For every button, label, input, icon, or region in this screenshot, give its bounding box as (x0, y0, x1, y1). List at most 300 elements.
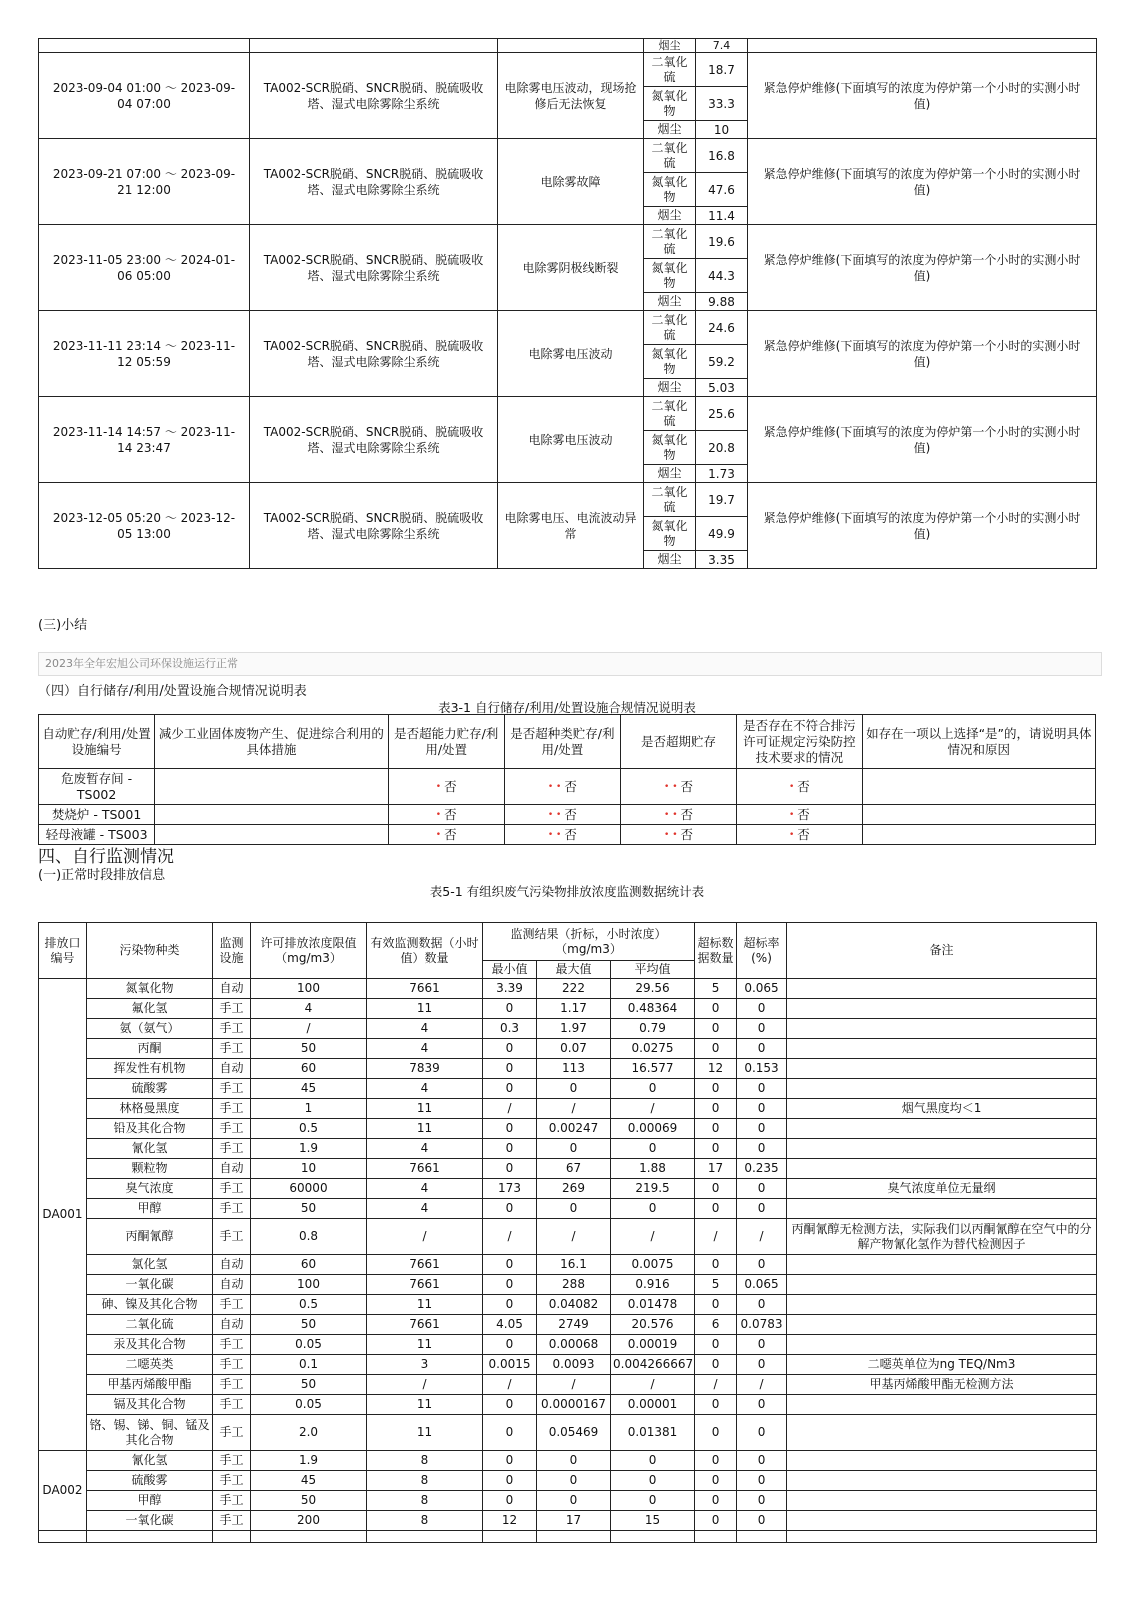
cell-7: 0 (695, 1395, 737, 1415)
cell-8: 0 (737, 1139, 787, 1159)
storage-choice[interactable]: 否 (680, 778, 694, 794)
cell-8: 0 (737, 1471, 787, 1491)
cell-3: 4 (367, 1079, 483, 1099)
cell-5: / (537, 1375, 611, 1395)
cell-1: 自动 (213, 1159, 251, 1179)
pollutant-label: 氮氧化物 (644, 259, 696, 293)
header-rate: 超标率(%) (737, 923, 787, 979)
cell-8: 0 (737, 1451, 787, 1471)
cell-8: 0.065 (737, 1275, 787, 1295)
cell-0: 一氧化碳 (87, 1511, 213, 1531)
pollutant-value: 3.35 (696, 551, 748, 569)
storage-choice[interactable]: 否 (564, 826, 577, 842)
cell-2: 4 (251, 999, 367, 1019)
cell-4: 0 (483, 999, 537, 1019)
header-pollutant: 污染物种类 (87, 923, 213, 979)
cell-1: 手工 (213, 1119, 251, 1139)
pollutant-value: 49.9 (696, 517, 748, 551)
cell-0: 铅及其化合物 (87, 1119, 213, 1139)
cell-7: 0 (695, 1099, 737, 1119)
storage-choice[interactable]: 否 (564, 806, 577, 822)
table-row (39, 1451, 1097, 1471)
required-marker: • (435, 781, 442, 792)
storage-check-cell (737, 769, 862, 805)
cell-8: 0.235 (737, 1159, 787, 1179)
cell-6: 0 (611, 1079, 695, 1099)
cell-3: 11 (367, 1395, 483, 1415)
pollutant-label: 氮氧化物 (644, 173, 696, 207)
cell-3: 8 (367, 1511, 483, 1531)
cell-2: 1.9 (251, 1451, 367, 1471)
cell-6: 0.01381 (611, 1415, 695, 1451)
cell-1: 手工 (213, 1179, 251, 1199)
cell-0: 甲醇 (87, 1491, 213, 1511)
cell-1: 手工 (213, 1511, 251, 1531)
incident-facility: TA002-SCR脱硝、SNCR脱硝、脱硫吸收塔、湿式电除雾除尘系统 (250, 311, 498, 397)
cell-9 (787, 999, 1097, 1019)
cell-0: 林格曼黑度 (87, 1099, 213, 1119)
incident-table (38, 38, 1097, 569)
cell-empty (695, 1531, 737, 1543)
pollutant-value: 18.7 (696, 53, 748, 87)
cell-0: 丙酮 (87, 1039, 213, 1059)
cell-5: 0 (537, 1471, 611, 1491)
cell-7: 17 (695, 1159, 737, 1179)
cell-3: 11 (367, 1119, 483, 1139)
cell-8: 0 (737, 1019, 787, 1039)
table-row (39, 1315, 1097, 1335)
cell-9 (787, 1079, 1097, 1099)
cell-1: 自动 (213, 1315, 251, 1335)
cell-2: 60 (251, 1255, 367, 1275)
storage-check-cell (620, 769, 736, 805)
cell-1: 手工 (213, 1219, 251, 1255)
cell-7: 0 (695, 999, 737, 1019)
cell-4: 0 (483, 1335, 537, 1355)
cell-2: / (251, 1019, 367, 1039)
required-marker: • (435, 809, 442, 820)
storage-check-cell (620, 825, 736, 845)
cell-6: 219.5 (611, 1179, 695, 1199)
cell-5: / (537, 1099, 611, 1119)
cell-8: 0 (737, 1511, 787, 1531)
cell-1: 手工 (213, 1491, 251, 1511)
cell-8: / (737, 1219, 787, 1255)
cell-3: 11 (367, 999, 483, 1019)
cell-1: 手工 (213, 1019, 251, 1039)
table-row (39, 1375, 1097, 1395)
cell-5: 0.00068 (537, 1335, 611, 1355)
cell-empty (611, 1531, 695, 1543)
storage-choice[interactable]: 否 (444, 806, 457, 822)
cell-1: 手工 (213, 1395, 251, 1415)
cell-6: 0 (611, 1451, 695, 1471)
cell-5: 0.00247 (537, 1119, 611, 1139)
cell-4: 0 (483, 1255, 537, 1275)
storage-check-cell (504, 769, 620, 805)
table-row (39, 1099, 1097, 1119)
pollutant-label: 氮氧化物 (644, 431, 696, 465)
cell-1: 自动 (213, 1255, 251, 1275)
cell-empty (87, 1531, 213, 1543)
storage-choice[interactable]: 否 (444, 778, 457, 794)
cell-empty (213, 1531, 251, 1543)
cell-7: 0 (695, 1199, 737, 1219)
storage-choice[interactable]: 否 (680, 806, 694, 822)
table-row (39, 1139, 1097, 1159)
header-outlet: 排放口编号 (39, 923, 87, 979)
storage-header-cell: 如存在一项以上选择“是”的，请说明具体情况和原因 (862, 715, 1095, 769)
cell-7: 0 (695, 1415, 737, 1451)
cell-4: 3.39 (483, 979, 537, 999)
cell-6: 0.004266667 (611, 1355, 695, 1375)
incident-measure: 紧急停炉维修(下面填写的浓度为停炉第一个小时的实测小时值) (748, 483, 1097, 569)
cell-0: 镉及其化合物 (87, 1395, 213, 1415)
pollutant-label: 烟尘 (644, 39, 696, 53)
incident-period: 2023-12-05 05:20 ～ 2023-12-05 13:00 (39, 483, 250, 569)
cell-9 (787, 1275, 1097, 1295)
cell-3: 4 (367, 1039, 483, 1059)
cell-8: 0 (737, 1335, 787, 1355)
table-row (39, 1019, 1097, 1039)
cell-4: 0 (483, 1451, 537, 1471)
storage-reason (862, 769, 1095, 805)
header-count: 有效监测数据（小时值）数量 (367, 923, 483, 979)
monitoring-subheading: (一)正常时段排放信息 (38, 868, 166, 883)
cell-9 (787, 1335, 1097, 1355)
cell-empty (787, 1531, 1097, 1543)
storage-facility-id: 焚烧炉 - TS001 (39, 805, 155, 825)
summary-textbox[interactable]: 2023年全年宏旭公司环保设施运行正常 (38, 652, 1102, 676)
cell-2: 10 (251, 1159, 367, 1179)
cell-1: 手工 (213, 1099, 251, 1119)
header-note: 备注 (787, 923, 1097, 979)
cell-5: 0 (537, 1491, 611, 1511)
incident-measure: 紧急停炉维修(下面填写的浓度为停炉第一个小时的实测小时值) (748, 225, 1097, 311)
storage-row (39, 769, 1096, 805)
cell-0: 氨（氨气） (87, 1019, 213, 1039)
table-row (39, 1491, 1097, 1511)
cell-1: 自动 (213, 1059, 251, 1079)
cell-7: 5 (695, 1275, 737, 1295)
pollutant-value: 7.4 (696, 39, 748, 53)
cell-empty (737, 1531, 787, 1543)
cell-5: 0.07 (537, 1039, 611, 1059)
cell-2: 60 (251, 1059, 367, 1079)
cell-4: 173 (483, 1179, 537, 1199)
storage-header-cell: 是否超能力贮存/利用/处置 (388, 715, 504, 769)
incident-facility: TA002-SCR脱硝、SNCR脱硝、脱硫吸收塔、湿式电除雾除尘系统 (250, 225, 498, 311)
cell-9 (787, 1471, 1097, 1491)
cell-5: 113 (537, 1059, 611, 1079)
cell-9 (787, 1295, 1097, 1315)
cell-5: 2749 (537, 1315, 611, 1335)
cell-7: 0 (695, 1491, 737, 1511)
cell-7: / (695, 1375, 737, 1395)
cell-0: 丙酮氰醇 (87, 1219, 213, 1255)
cell-4: 0 (483, 1139, 537, 1159)
cell-7: 0 (695, 1295, 737, 1315)
cell-5: 0.0000167 (537, 1395, 611, 1415)
cell-7: 0 (695, 1451, 737, 1471)
pollutant-value: 44.3 (696, 259, 748, 293)
table-row (39, 1275, 1097, 1295)
cell-7: 0 (695, 1335, 737, 1355)
cell-6: 0.01478 (611, 1295, 695, 1315)
incident-facility: TA002-SCR脱硝、SNCR脱硝、脱硫吸收塔、湿式电除雾除尘系统 (250, 397, 498, 483)
cell-8: 0 (737, 1199, 787, 1219)
pollutant-label: 烟尘 (644, 293, 696, 311)
cell-9: 甲基丙烯酸甲酯无检测方法 (787, 1375, 1097, 1395)
incident-row (39, 225, 1097, 259)
cell-9 (787, 1395, 1097, 1415)
cell-3: 7661 (367, 1255, 483, 1275)
incident-tail-row (39, 39, 1097, 53)
cell-4: 0 (483, 1295, 537, 1315)
cell-9 (787, 1511, 1097, 1531)
cell-5: 1.17 (537, 999, 611, 1019)
cell-2: 50 (251, 1039, 367, 1059)
cell-2: 50 (251, 1315, 367, 1335)
cell (39, 39, 250, 53)
cell-3: 7839 (367, 1059, 483, 1079)
cell-1: 手工 (213, 1079, 251, 1099)
cell-2: 45 (251, 1471, 367, 1491)
incident-period: 2023-09-21 07:00 ～ 2023-09-21 12:00 (39, 139, 250, 225)
cell-6: 0.00019 (611, 1335, 695, 1355)
cell-4: 0.0015 (483, 1355, 537, 1375)
incident-measure: 紧急停炉维修(下面填写的浓度为停炉第一个小时的实测小时值) (748, 397, 1097, 483)
cell-0: 硫酸雾 (87, 1079, 213, 1099)
storage-choice[interactable]: 否 (797, 826, 810, 842)
cell-9 (787, 1451, 1097, 1471)
cell-1: 手工 (213, 1039, 251, 1059)
table-row (39, 1179, 1097, 1199)
cell-9 (787, 979, 1097, 999)
pollutant-value: 24.6 (696, 311, 748, 345)
pollutant-value: 19.6 (696, 225, 748, 259)
table-row (39, 1471, 1097, 1491)
table-row (39, 999, 1097, 1019)
cell-9: 烟气黑度均＜1 (787, 1099, 1097, 1119)
cell-4: 0 (483, 1079, 537, 1099)
cell-6: 29.56 (611, 979, 695, 999)
cell-8: 0 (737, 1491, 787, 1511)
cell-2: 0.5 (251, 1295, 367, 1315)
cell-3: 11 (367, 1415, 483, 1451)
table-row (39, 1059, 1097, 1079)
cell-6: 16.577 (611, 1059, 695, 1079)
cell-4: 12 (483, 1511, 537, 1531)
cell-7: 0 (695, 1119, 737, 1139)
cell (748, 39, 1097, 53)
cell-6: 1.88 (611, 1159, 695, 1179)
cell-6: / (611, 1099, 695, 1119)
cell-8: 0 (737, 1415, 787, 1451)
pollutant-label: 氮氧化物 (644, 345, 696, 379)
storage-choice[interactable]: 否 (564, 778, 577, 794)
storage-choice[interactable]: 否 (444, 826, 457, 842)
cell-0: 二氧化硫 (87, 1315, 213, 1335)
cell-0: 挥发性有机物 (87, 1059, 213, 1079)
cell-2: 50 (251, 1375, 367, 1395)
cell-2: 0.1 (251, 1355, 367, 1375)
cell-1: 自动 (213, 979, 251, 999)
cell-5: 16.1 (537, 1255, 611, 1275)
cell-3: 11 (367, 1099, 483, 1119)
cell-2: 50 (251, 1199, 367, 1219)
cell-8: 0 (737, 1039, 787, 1059)
cell-1: 自动 (213, 1275, 251, 1295)
pollutant-value: 9.88 (696, 293, 748, 311)
cell-3: 7661 (367, 979, 483, 999)
header-max: 最大值 (537, 961, 611, 979)
table-row (39, 1295, 1097, 1315)
cell-8: / (737, 1375, 787, 1395)
cell-7: 0 (695, 1511, 737, 1531)
cell-3: 4 (367, 1019, 483, 1039)
pollutant-value: 33.3 (696, 87, 748, 121)
cell-5: 222 (537, 979, 611, 999)
cell-5: 0 (537, 1139, 611, 1159)
incident-row (39, 139, 1097, 173)
storage-choice[interactable]: 否 (797, 778, 810, 794)
cell-6: 0 (611, 1471, 695, 1491)
cell-0: 臭气浓度 (87, 1179, 213, 1199)
cell-4: 0.3 (483, 1019, 537, 1039)
pollutant-label: 氮氧化物 (644, 87, 696, 121)
cell-9 (787, 1019, 1097, 1039)
pollutant-label: 二氧化硫 (644, 483, 696, 517)
monitoring-heading: 四、自行监测情况 (38, 847, 174, 867)
pollutant-label: 烟尘 (644, 379, 696, 397)
incident-period: 2023-09-04 01:00 ～ 2023-09-04 07:00 (39, 53, 250, 139)
cell-6: 0.0275 (611, 1039, 695, 1059)
cell-5: 1.97 (537, 1019, 611, 1039)
cell-3: 4 (367, 1179, 483, 1199)
cell-4: 0 (483, 1491, 537, 1511)
table-row (39, 1255, 1097, 1275)
cell-8: 0 (737, 1255, 787, 1275)
storage-header-cell: 是否超种类贮存/利用/处置 (504, 715, 620, 769)
cell-7: 5 (695, 979, 737, 999)
cell-8: 0.0783 (737, 1315, 787, 1335)
cell (498, 39, 644, 53)
cell-2: 45 (251, 1079, 367, 1099)
header-avg: 平均值 (611, 961, 695, 979)
cell-7: 0 (695, 1019, 737, 1039)
cell-7: 0 (695, 1079, 737, 1099)
cell-0: 氰化氢 (87, 1451, 213, 1471)
cell-2: 0.5 (251, 1119, 367, 1139)
storage-table (38, 714, 1096, 845)
required-marker: • (788, 809, 795, 820)
monitoring-caption: 表5-1 有组织废气污染物排放浓度监测数据统计表 (429, 884, 705, 899)
table-row (39, 1039, 1097, 1059)
cell-4: 0 (483, 1199, 537, 1219)
pollutant-label: 烟尘 (644, 121, 696, 139)
cell-empty (39, 1531, 87, 1543)
cell-4: / (483, 1099, 537, 1119)
cell-0: 二噁英类 (87, 1355, 213, 1375)
cell-7: 0 (695, 1255, 737, 1275)
cell-8: 0 (737, 1099, 787, 1119)
pollutant-value: 47.6 (696, 173, 748, 207)
cell-6: 20.576 (611, 1315, 695, 1335)
pollutant-label: 烟尘 (644, 465, 696, 483)
storage-row (39, 825, 1096, 845)
pollutant-label: 二氧化硫 (644, 225, 696, 259)
pollutant-label: 烟尘 (644, 207, 696, 225)
incident-period: 2023-11-05 23:00 ～ 2024-01-06 05:00 (39, 225, 250, 311)
cell-2: 2.0 (251, 1415, 367, 1451)
cell-4: 0 (483, 1039, 537, 1059)
cell-2: 1.9 (251, 1139, 367, 1159)
cell-9 (787, 1255, 1097, 1275)
cell-8: 0 (737, 1295, 787, 1315)
storage-header-cell: 减少工业固体废物产生、促进综合利用的具体措施 (155, 715, 388, 769)
required-marker: • (788, 829, 795, 840)
table-row (39, 979, 1097, 999)
pollutant-value: 25.6 (696, 397, 748, 431)
cell-9 (787, 1199, 1097, 1219)
cell-5: 0.04082 (537, 1295, 611, 1315)
cell-8: 0 (737, 999, 787, 1019)
pollutant-value: 11.4 (696, 207, 748, 225)
cell-6: 0.916 (611, 1275, 695, 1295)
cell-4: 4.05 (483, 1315, 537, 1335)
storage-check-cell (504, 825, 620, 845)
cell-0: 氮氧化物 (87, 979, 213, 999)
storage-measure (155, 805, 388, 825)
storage-choice[interactable]: 否 (680, 826, 694, 842)
incident-facility: TA002-SCR脱硝、SNCR脱硝、脱硫吸收塔、湿式电除雾除尘系统 (250, 139, 498, 225)
cell-9 (787, 1059, 1097, 1079)
cell-1: 手工 (213, 1139, 251, 1159)
cell-1: 手工 (213, 999, 251, 1019)
storage-measure (155, 825, 388, 845)
cell-6: 0 (611, 1491, 695, 1511)
storage-header-cell: 是否存在不符合排污许可证规定污染防控技术要求的情况 (737, 715, 862, 769)
cell-9 (787, 1315, 1097, 1335)
cell-empty (251, 1531, 367, 1543)
cell-9 (787, 1119, 1097, 1139)
cell-2: 200 (251, 1511, 367, 1531)
pollutant-label: 二氧化硫 (644, 139, 696, 173)
cell-0: 氟化氢 (87, 999, 213, 1019)
cell-9 (787, 1039, 1097, 1059)
summary-heading: (三)小结 (38, 618, 88, 633)
cell-0: 氰化氢 (87, 1139, 213, 1159)
storage-reason (862, 825, 1095, 845)
cell-1: 手工 (213, 1471, 251, 1491)
header-result: 监测结果（折标，小时浓度）（mg/m3） (483, 923, 695, 961)
pollutant-value: 10 (696, 121, 748, 139)
cell-6: / (611, 1219, 695, 1255)
pollutant-value: 16.8 (696, 139, 748, 173)
cell-5: 0.0093 (537, 1355, 611, 1375)
storage-header-cell: 自动贮存/利用/处置设施编号 (39, 715, 155, 769)
incident-period: 2023-11-11 23:14 ～ 2023-11-12 05:59 (39, 311, 250, 397)
incident-row (39, 311, 1097, 345)
storage-facility-id: 危废暂存间 - TS002 (39, 769, 155, 805)
cell-0: 甲醇 (87, 1199, 213, 1219)
pollutant-label: 烟尘 (644, 551, 696, 569)
cell-empty (367, 1531, 483, 1543)
cell-6: / (611, 1375, 695, 1395)
storage-choice[interactable]: 否 (797, 806, 810, 822)
cell-9 (787, 1491, 1097, 1511)
